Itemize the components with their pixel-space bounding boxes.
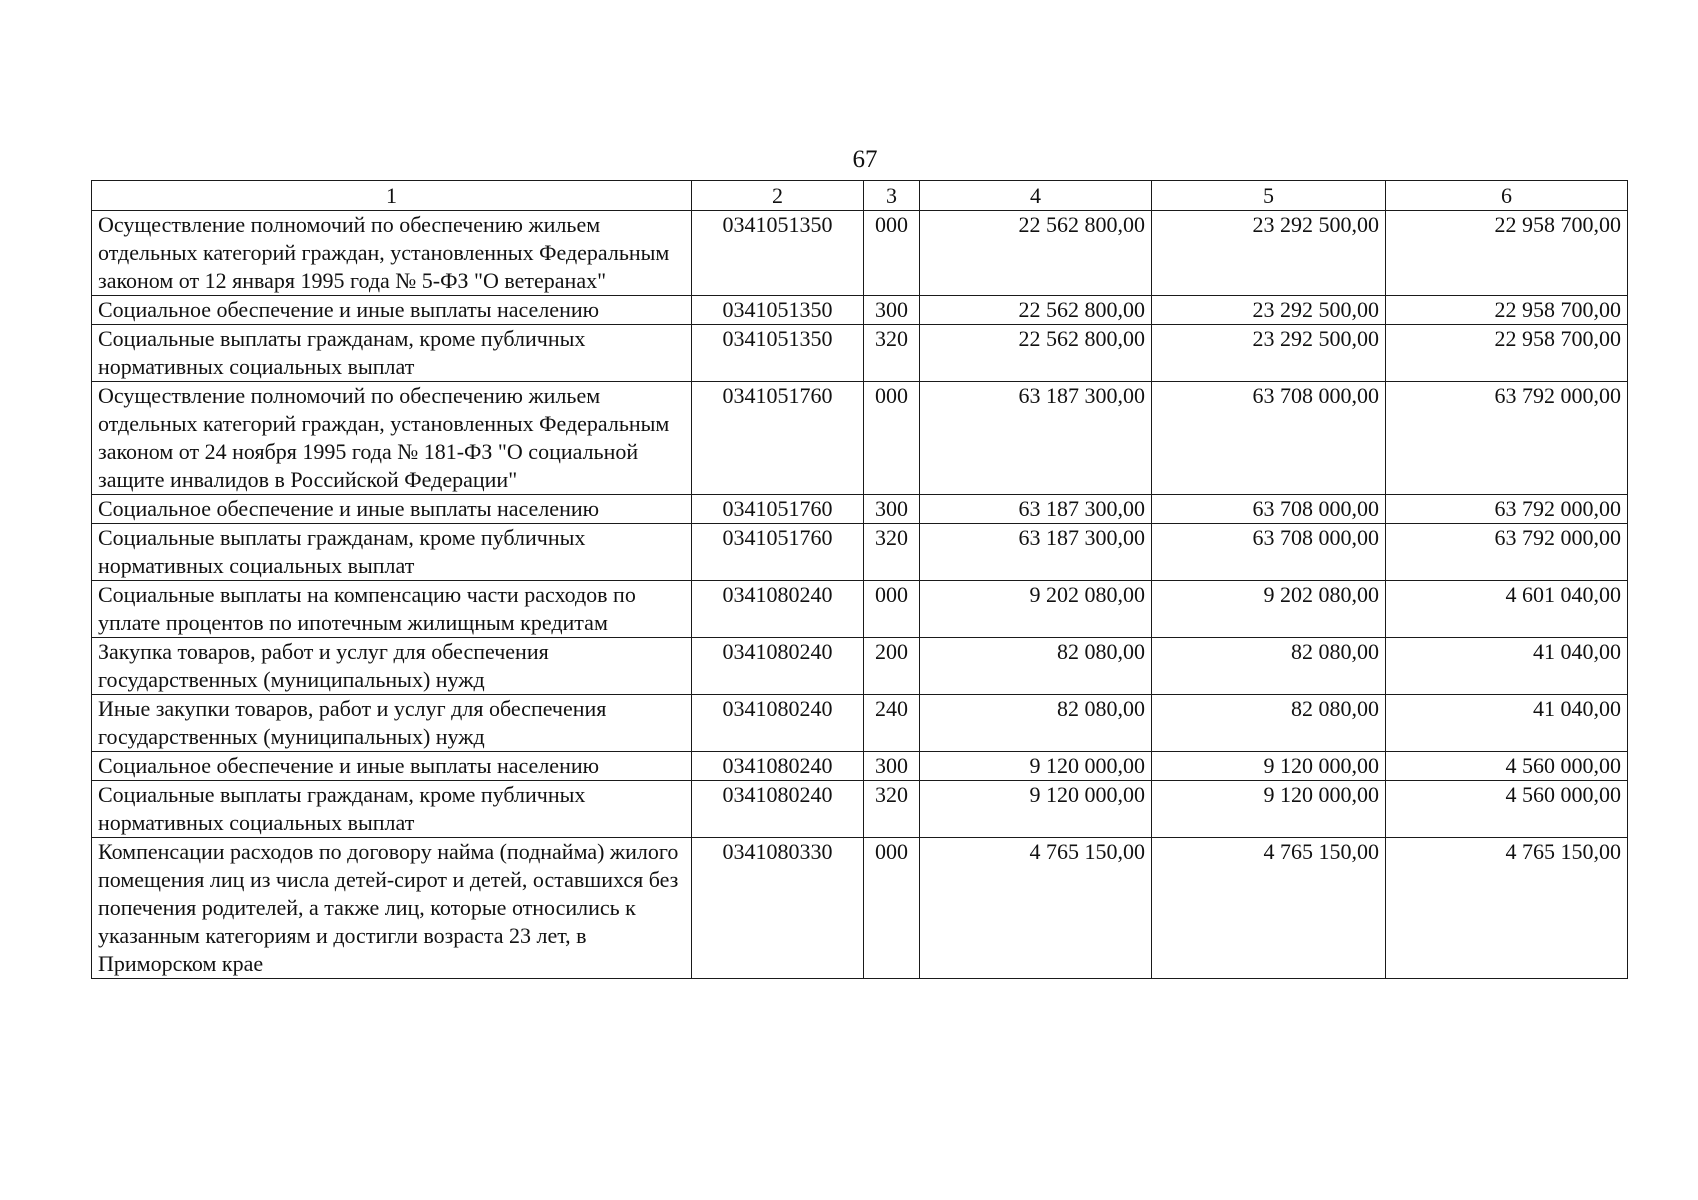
table-header-row xyxy=(92,181,1628,211)
row-description: Социальные выплаты гражданам, кроме публичных нормативных социальных выплат xyxy=(92,325,692,382)
row-value-col6: 63 792 000,00 xyxy=(1386,524,1628,581)
row-value-col5: 63 708 000,00 xyxy=(1152,382,1386,495)
row-description: Осуществление полномочий по обеспечению жильем отдельных категорий граждан, установленных Федеральным законом от 12 января 1995 года № 5-ФЗ "О ветеранах" xyxy=(92,211,692,296)
column-header: 4 xyxy=(920,181,1152,211)
row-expense-type: 240 xyxy=(864,695,920,752)
budget-table xyxy=(91,180,1628,979)
row-value-col5: 82 080,00 xyxy=(1152,695,1386,752)
row-target-code: 0341080240 xyxy=(692,752,864,781)
row-value-col4: 63 187 300,00 xyxy=(920,495,1152,524)
row-expense-type: 320 xyxy=(864,781,920,838)
table-row xyxy=(92,495,1628,524)
column-header: 3 xyxy=(864,181,920,211)
row-value-col6: 41 040,00 xyxy=(1386,695,1628,752)
row-value-col6: 4 601 040,00 xyxy=(1386,581,1628,638)
row-value-col4: 9 120 000,00 xyxy=(920,752,1152,781)
row-value-col6: 4 560 000,00 xyxy=(1386,752,1628,781)
row-expense-type: 200 xyxy=(864,638,920,695)
column-header: 1 xyxy=(92,181,692,211)
row-value-col5: 4 765 150,00 xyxy=(1152,838,1386,979)
page-number: 67 xyxy=(852,146,878,173)
table-row xyxy=(92,638,1628,695)
row-value-col4: 82 080,00 xyxy=(920,695,1152,752)
row-value-col5: 9 120 000,00 xyxy=(1152,752,1386,781)
row-expense-type: 000 xyxy=(864,382,920,495)
row-target-code: 0341080240 xyxy=(692,695,864,752)
row-description: Иные закупки товаров, работ и услуг для обеспечения государственных (муниципальных) нужд xyxy=(92,695,692,752)
row-target-code: 0341051350 xyxy=(692,296,864,325)
row-target-code: 0341051350 xyxy=(692,211,864,296)
row-description: Осуществление полномочий по обеспечению жильем отдельных категорий граждан, установленных Федеральным законом от 24 ноября 1995 года № 181-ФЗ "О социальной защите инвалидов в Российской Федерации" xyxy=(92,382,692,495)
row-value-col4: 4 765 150,00 xyxy=(920,838,1152,979)
row-value-col5: 23 292 500,00 xyxy=(1152,211,1386,296)
row-expense-type: 320 xyxy=(864,524,920,581)
row-expense-type: 000 xyxy=(864,838,920,979)
row-value-col5: 63 708 000,00 xyxy=(1152,524,1386,581)
row-value-col5: 9 120 000,00 xyxy=(1152,781,1386,838)
row-target-code: 0341080240 xyxy=(692,638,864,695)
row-value-col5: 9 202 080,00 xyxy=(1152,581,1386,638)
row-description: Социальное обеспечение и иные выплаты населению xyxy=(92,296,692,325)
row-target-code: 0341051350 xyxy=(692,325,864,382)
row-value-col5: 23 292 500,00 xyxy=(1152,325,1386,382)
row-description: Закупка товаров, работ и услуг для обеспечения государственных (муниципальных) нужд xyxy=(92,638,692,695)
column-header: 2 xyxy=(692,181,864,211)
row-value-col4: 63 187 300,00 xyxy=(920,382,1152,495)
row-value-col6: 41 040,00 xyxy=(1386,638,1628,695)
column-header: 6 xyxy=(1386,181,1628,211)
row-value-col6: 22 958 700,00 xyxy=(1386,296,1628,325)
row-target-code: 0341080240 xyxy=(692,581,864,638)
row-target-code: 0341051760 xyxy=(692,382,864,495)
row-expense-type: 300 xyxy=(864,752,920,781)
row-description: Компенсации расходов по договору найма (поднайма) жилого помещения лиц из числа детей-сирот и детей, оставшихся без попечения родителей, а также лиц, которые относились к указанным категориям и достигли возраста 23 лет, в Приморском крае xyxy=(92,838,692,979)
row-target-code: 0341051760 xyxy=(692,495,864,524)
row-value-col6: 4 765 150,00 xyxy=(1386,838,1628,979)
row-expense-type: 300 xyxy=(864,495,920,524)
row-value-col4: 9 202 080,00 xyxy=(920,581,1152,638)
table-row xyxy=(92,296,1628,325)
row-description: Социальное обеспечение и иные выплаты населению xyxy=(92,495,692,524)
row-expense-type: 320 xyxy=(864,325,920,382)
row-value-col5: 82 080,00 xyxy=(1152,638,1386,695)
row-value-col6: 22 958 700,00 xyxy=(1386,325,1628,382)
table-row xyxy=(92,325,1628,382)
row-value-col6: 63 792 000,00 xyxy=(1386,382,1628,495)
row-value-col4: 9 120 000,00 xyxy=(920,781,1152,838)
table-row xyxy=(92,581,1628,638)
row-value-col5: 63 708 000,00 xyxy=(1152,495,1386,524)
table-row xyxy=(92,838,1628,979)
table-row xyxy=(92,752,1628,781)
table-row xyxy=(92,211,1628,296)
row-expense-type: 000 xyxy=(864,581,920,638)
table-row xyxy=(92,695,1628,752)
column-header: 5 xyxy=(1152,181,1386,211)
row-description: Социальные выплаты на компенсацию части расходов по уплате процентов по ипотечным жилищным кредитам xyxy=(92,581,692,638)
row-description: Социальные выплаты гражданам, кроме публичных нормативных социальных выплат xyxy=(92,524,692,581)
row-value-col4: 22 562 800,00 xyxy=(920,211,1152,296)
row-value-col6: 22 958 700,00 xyxy=(1386,211,1628,296)
row-description: Социальное обеспечение и иные выплаты населению xyxy=(92,752,692,781)
table-row xyxy=(92,781,1628,838)
table-row xyxy=(92,524,1628,581)
row-description: Социальные выплаты гражданам, кроме публичных нормативных социальных выплат xyxy=(92,781,692,838)
row-value-col5: 23 292 500,00 xyxy=(1152,296,1386,325)
row-target-code: 0341080240 xyxy=(692,781,864,838)
table-row xyxy=(92,382,1628,495)
row-value-col6: 63 792 000,00 xyxy=(1386,495,1628,524)
row-value-col4: 82 080,00 xyxy=(920,638,1152,695)
row-value-col4: 22 562 800,00 xyxy=(920,296,1152,325)
row-value-col4: 63 187 300,00 xyxy=(920,524,1152,581)
row-target-code: 0341051760 xyxy=(692,524,864,581)
row-expense-type: 000 xyxy=(864,211,920,296)
row-value-col4: 22 562 800,00 xyxy=(920,325,1152,382)
row-value-col6: 4 560 000,00 xyxy=(1386,781,1628,838)
row-target-code: 0341080330 xyxy=(692,838,864,979)
row-expense-type: 300 xyxy=(864,296,920,325)
